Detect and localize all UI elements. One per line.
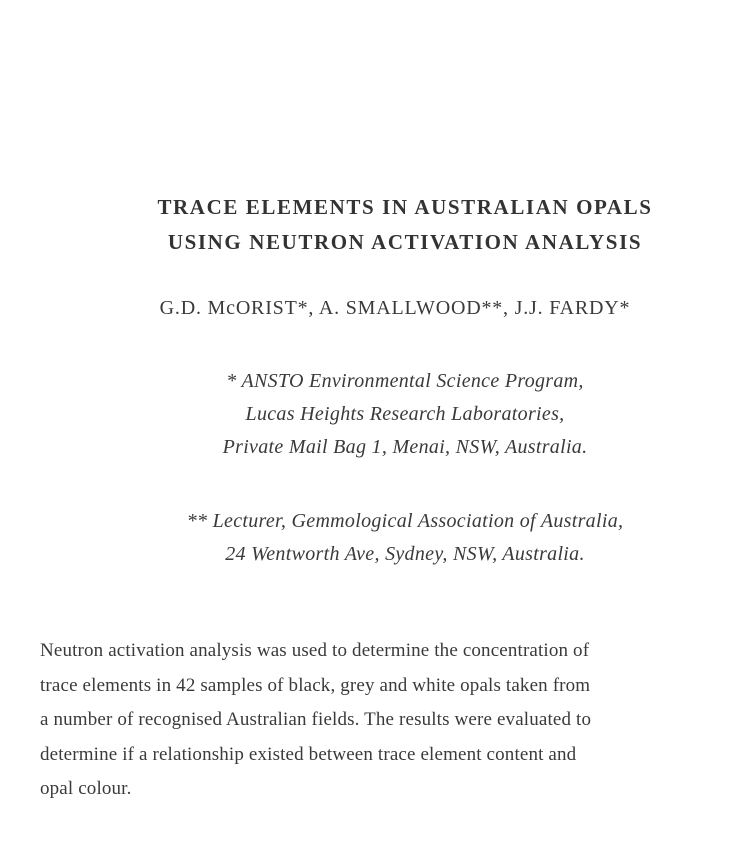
- title-line-2: USING NEUTRON ACTIVATION ANALYSIS: [167, 230, 643, 254]
- abstract-line: trace elements in 42 samples of black, grey and white opals taken from: [40, 674, 591, 696]
- title-line-1: TRACE ELEMENTS IN AUSTRALIAN OPALS: [157, 195, 653, 219]
- abstract-line: opal colour.: [40, 778, 132, 799]
- paper-title: [0, 190, 747, 260]
- abstract-line: determine if a relationship existed between trace element content and: [40, 743, 577, 765]
- author-list: G.D. McORIST*, A. SMALLWOOD**, J.J. FARDY*: [159, 297, 631, 319]
- affiliation-gemmological: [0, 505, 747, 571]
- affiliation-line: * ANSTO Environmental Science Program,: [226, 370, 584, 392]
- affiliation-line: ** Lecturer, Gemmological Association of Australia,: [186, 510, 624, 532]
- affiliation-line: Lucas Heights Research Laboratories,: [245, 403, 565, 425]
- affiliation-ansto: [0, 365, 747, 464]
- abstract-line: a number of recognised Australian fields. The results were evaluated to: [40, 709, 592, 730]
- abstract-line: Neutron activation analysis was used to determine the concentration of: [40, 640, 590, 661]
- affiliation-line: 24 Wentworth Ave, Sydney, NSW, Australia.: [225, 543, 585, 565]
- affiliation-line: Private Mail Bag 1, Menai, NSW, Australia.: [222, 436, 588, 458]
- abstract-paragraph: [40, 634, 730, 807]
